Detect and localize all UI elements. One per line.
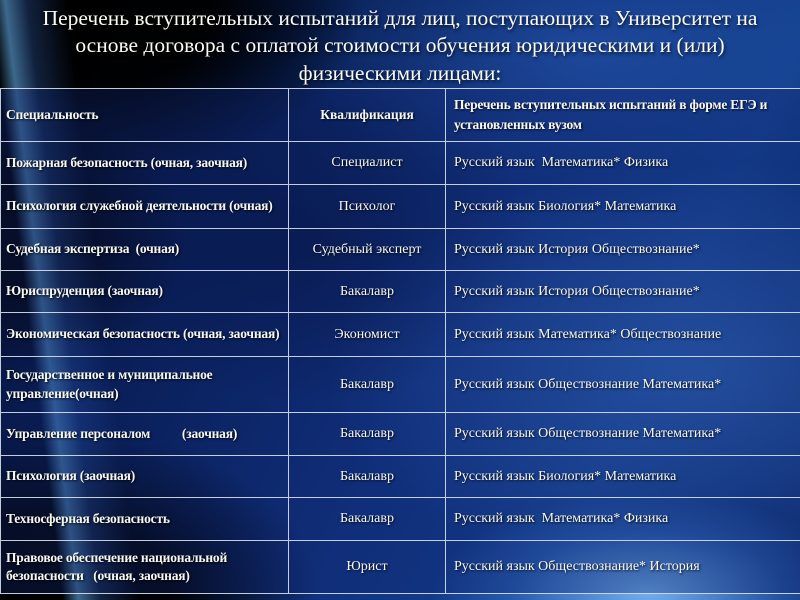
specialty-cell: Государственное и муниципальное управление(очная)	[1, 357, 289, 413]
qualification-cell: Бакалавр	[289, 456, 446, 498]
admissions-table	[0, 88, 800, 594]
exams-cell: Русский язык Математика* Физика	[446, 142, 800, 185]
exams-cell: Русский язык Биология* Математика	[446, 185, 800, 229]
specialty-cell: Экономическая безопасность (очная, заочная)	[1, 313, 289, 357]
exams-cell: Русский язык Биология* Математика	[446, 456, 800, 498]
exams-cell: Русский язык Математика* Обществознание	[446, 313, 800, 357]
qualification-cell: Юрист	[289, 541, 446, 594]
qualification-cell: Специалист	[289, 142, 446, 185]
specialty-cell: Юриспруденция (заочная)	[1, 271, 289, 313]
specialty-cell: Пожарная безопасность (очная, заочная)	[1, 142, 289, 185]
specialty-cell: Управление персоналом (заочная)	[1, 413, 289, 456]
exams-cell: Русский язык Математика* Физика	[446, 498, 800, 541]
exams-cell: Русский язык История Обществознание*	[446, 229, 800, 271]
qualification-cell: Бакалавр	[289, 498, 446, 541]
specialty-cell: Психология служебной деятельности (очная)	[1, 185, 289, 229]
qualification-cell: Бакалавр	[289, 357, 446, 413]
qualification-cell: Бакалавр	[289, 413, 446, 456]
column-header-exams: Перечень вступительных испытаний в форме ЕГЭ и установленных вузом	[446, 89, 800, 142]
exams-cell: Русский язык Обществознание Математика*	[446, 413, 800, 456]
specialty-cell: Правовое обеспечение национальной безопасности (очная, заочная)	[1, 541, 289, 594]
specialty-cell: Техносферная безопасность	[1, 498, 289, 541]
exams-cell: Русский язык Обществознание Математика*	[446, 357, 800, 413]
specialty-cell: Судебная экспертиза (очная)	[1, 229, 289, 271]
column-header-qualification: Квалификация	[289, 89, 446, 142]
qualification-cell: Психолог	[289, 185, 446, 229]
qualification-cell: Бакалавр	[289, 271, 446, 313]
qualification-cell: Судебный эксперт	[289, 229, 446, 271]
exams-cell: Русский язык Обществознание* История	[446, 541, 800, 594]
qualification-cell: Экономист	[289, 313, 446, 357]
specialty-cell: Психология (заочная)	[1, 456, 289, 498]
column-header-specialty: Специальность	[1, 89, 289, 142]
exams-cell: Русский язык История Обществознание*	[446, 271, 800, 313]
slide-title: Перечень вступительных испытаний для лиц, поступающих в Университет на основе договора с оплатой стоимости обучения юридическими и (или) физическими лицами:	[42, 6, 758, 85]
